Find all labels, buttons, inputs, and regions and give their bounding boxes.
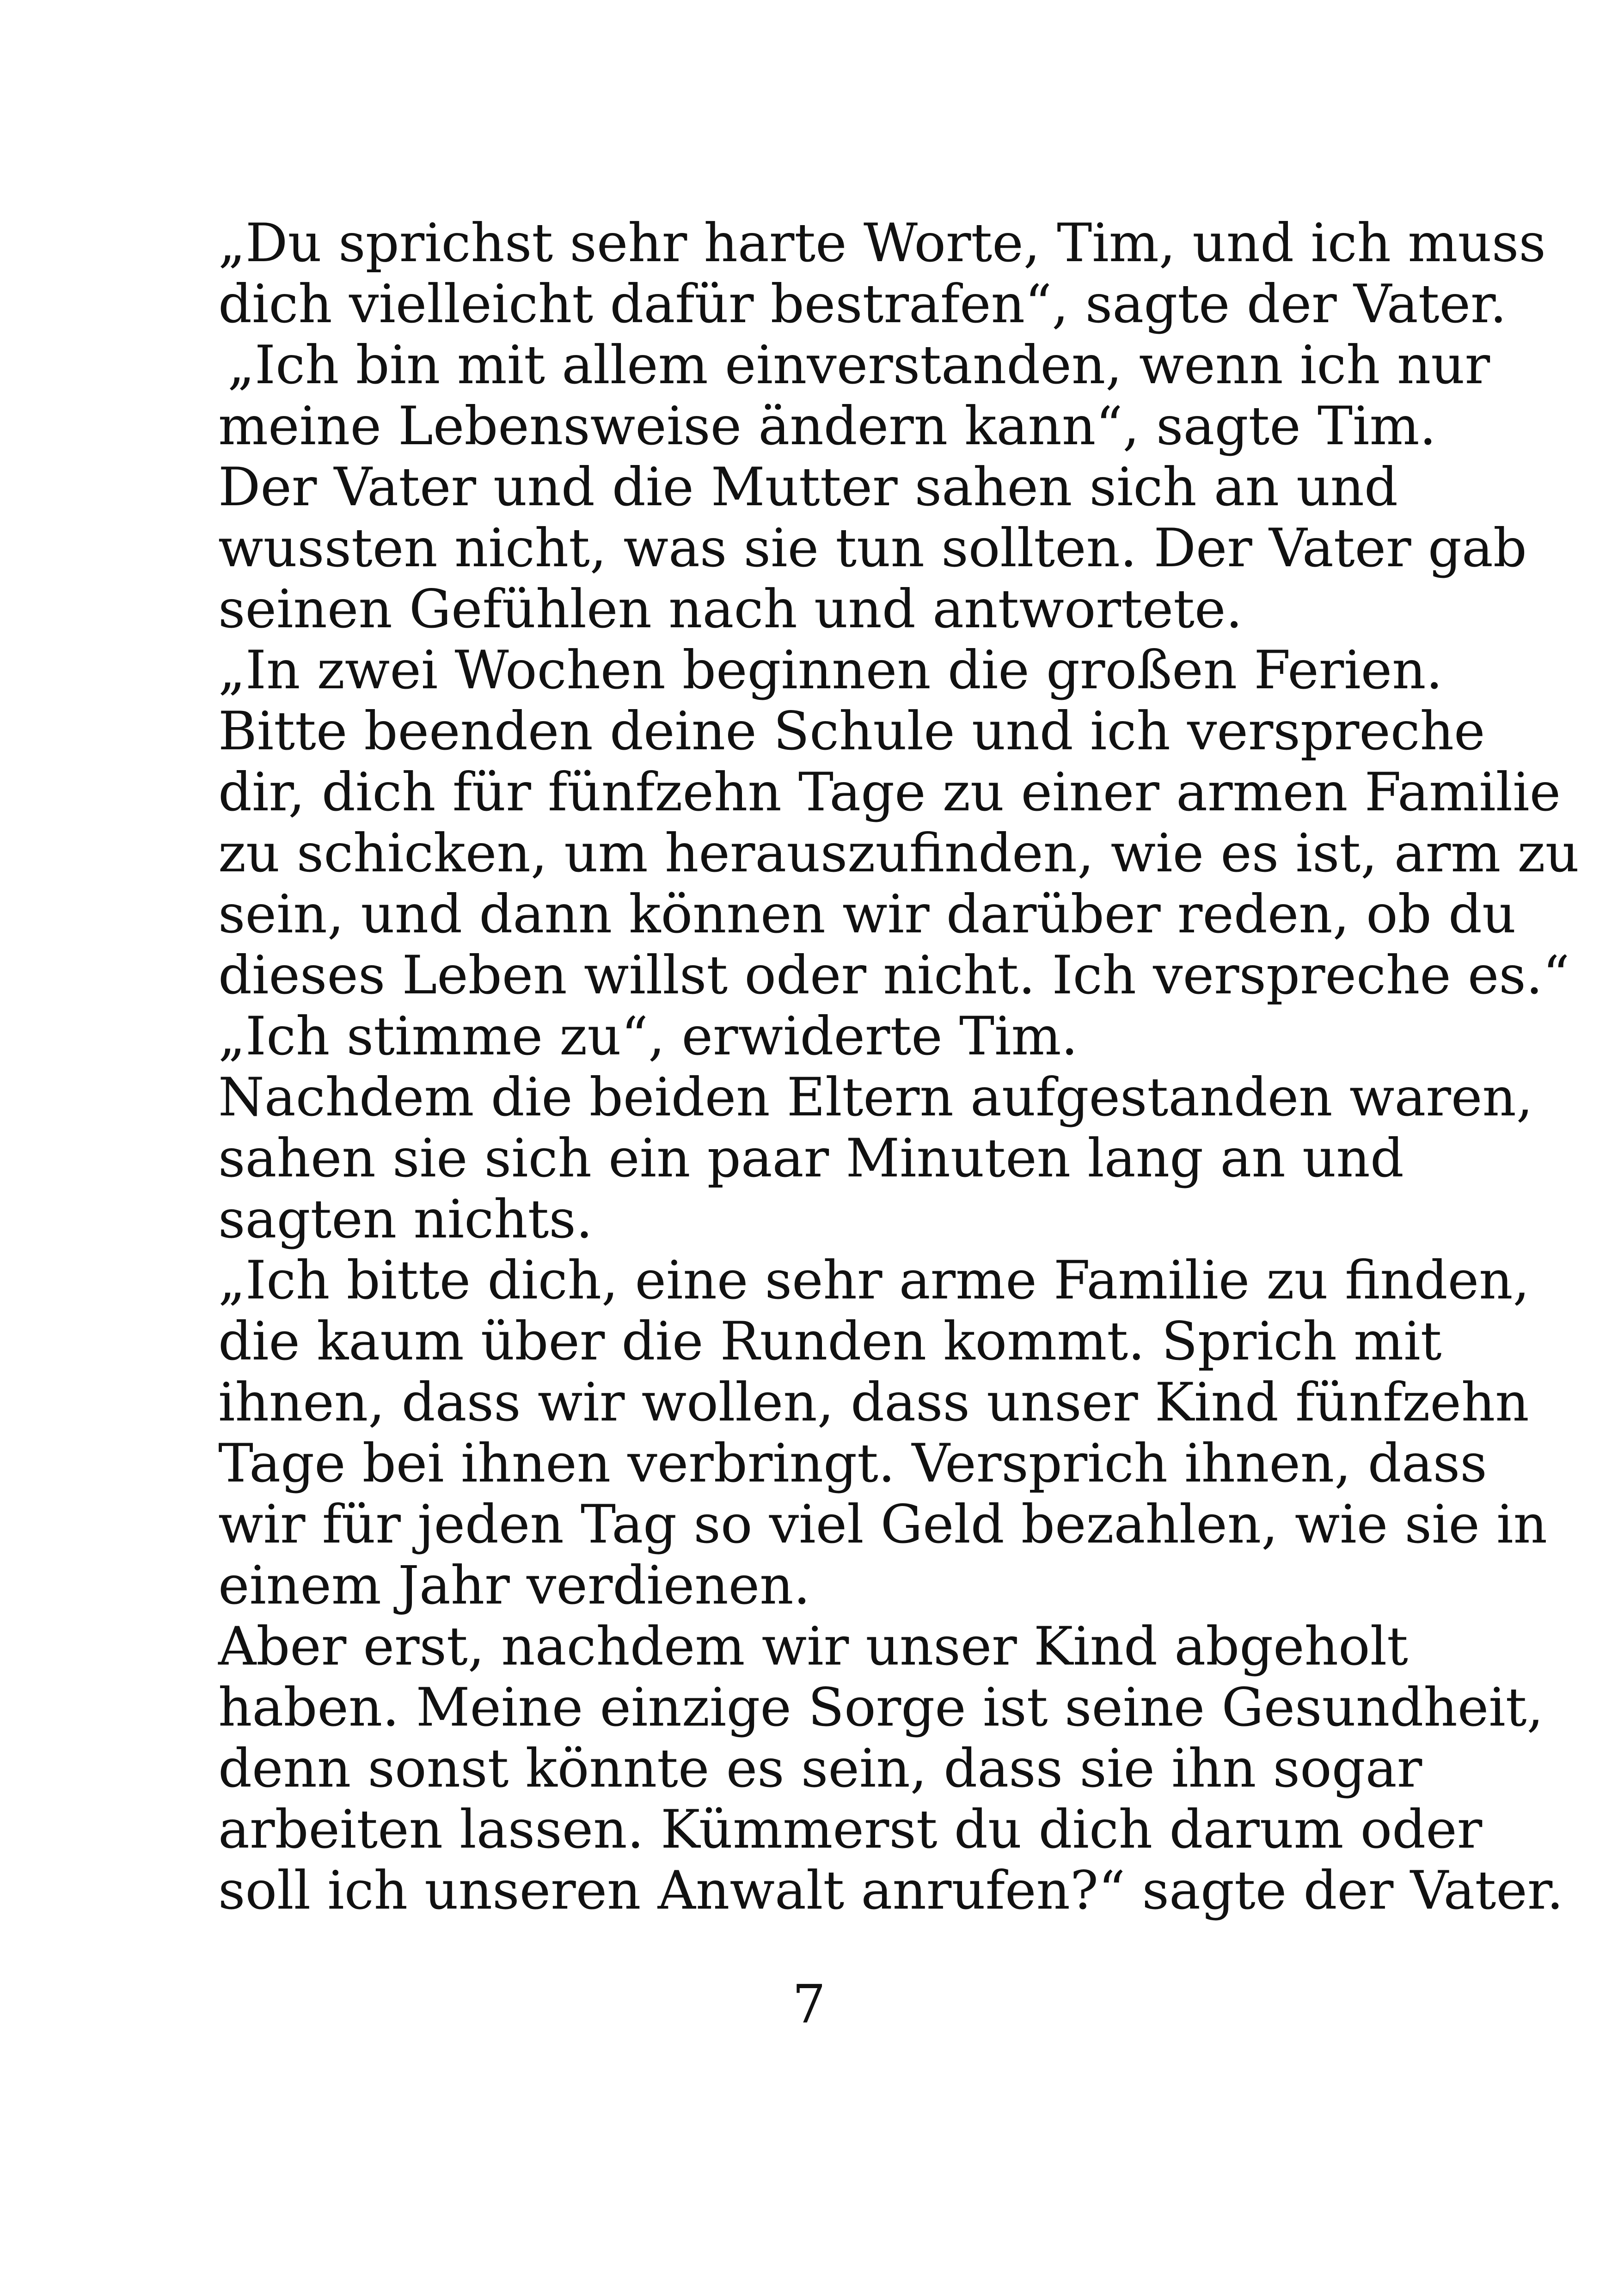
text-line: die kaum über die Runden kommt. Sprich mit (218, 1310, 1442, 1372)
text-line: Der Vater und die Mutter sahen sich an und (218, 456, 1398, 518)
text-line: Tage bei ihnen verbringt. Versprich ihnen, dass (218, 1433, 1487, 1494)
text-line: ihnen, dass wir wollen, dass unser Kind fünfzehn (218, 1371, 1529, 1433)
text-line: „Ich stimme zu“, erwiderte Tim. (218, 1005, 1078, 1067)
text-line: „In zwei Wochen beginnen die großen Ferien. (218, 639, 1443, 701)
text-line: einem Jahr verdienen. (218, 1555, 810, 1616)
text-line: Bitte beenden deine Schule und ich verspreche (218, 700, 1485, 762)
text-line: seinen Gefühlen nach und antwortete. (218, 578, 1243, 640)
text-line: arbeiten lassen. Kümmerst du dich darum oder (218, 1799, 1483, 1860)
text-line: „Ich bin mit allem einverstanden, wenn ich nur (227, 334, 1490, 396)
text-line: denn sonst könnte es sein, dass sie ihn sogar (218, 1738, 1422, 1799)
text-line: zu schicken, um herauszufinden, wie es ist, arm zu (218, 822, 1580, 884)
text-line: „Ich bitte dich, eine sehr arme Familie zu finden, (218, 1249, 1530, 1311)
text-line: dich vielleicht dafür bestrafen“, sagte der Vater. (218, 273, 1507, 335)
page-number: 7 (792, 1973, 826, 2035)
text-line: sahen sie sich ein paar Minuten lang an und (218, 1127, 1404, 1189)
text-line: sagten nichts. (218, 1188, 593, 1250)
text-line: haben. Meine einzige Sorge ist seine Gesundheit, (218, 1677, 1544, 1738)
text-line: Aber erst, nachdem wir unser Kind abgeholt (218, 1616, 1408, 1677)
text-line: meine Lebensweise ändern kann“, sagte Tim. (218, 395, 1436, 457)
text-line: soll ich unseren Anwalt anrufen?“ sagte der Vater. (218, 1860, 1563, 1921)
text-line: „Du sprichst sehr harte Worte, Tim, und ich muss (218, 212, 1546, 274)
text-line: sein, und dann können wir darüber reden, ob du (218, 883, 1516, 945)
body-text (218, 212, 1580, 1921)
text-line: Nachdem die beiden Eltern aufgestanden waren, (218, 1066, 1533, 1128)
text-line: wussten nicht, was sie tun sollten. Der Vater gab (218, 517, 1527, 579)
text-line: dieses Leben willst oder nicht. Ich verspreche es.“ (218, 944, 1570, 1006)
text-line: wir für jeden Tag so viel Geld bezahlen, wie sie in (218, 1494, 1547, 1555)
text-line: dir, dich für fünfzehn Tage zu einer armen Familie (218, 761, 1561, 823)
